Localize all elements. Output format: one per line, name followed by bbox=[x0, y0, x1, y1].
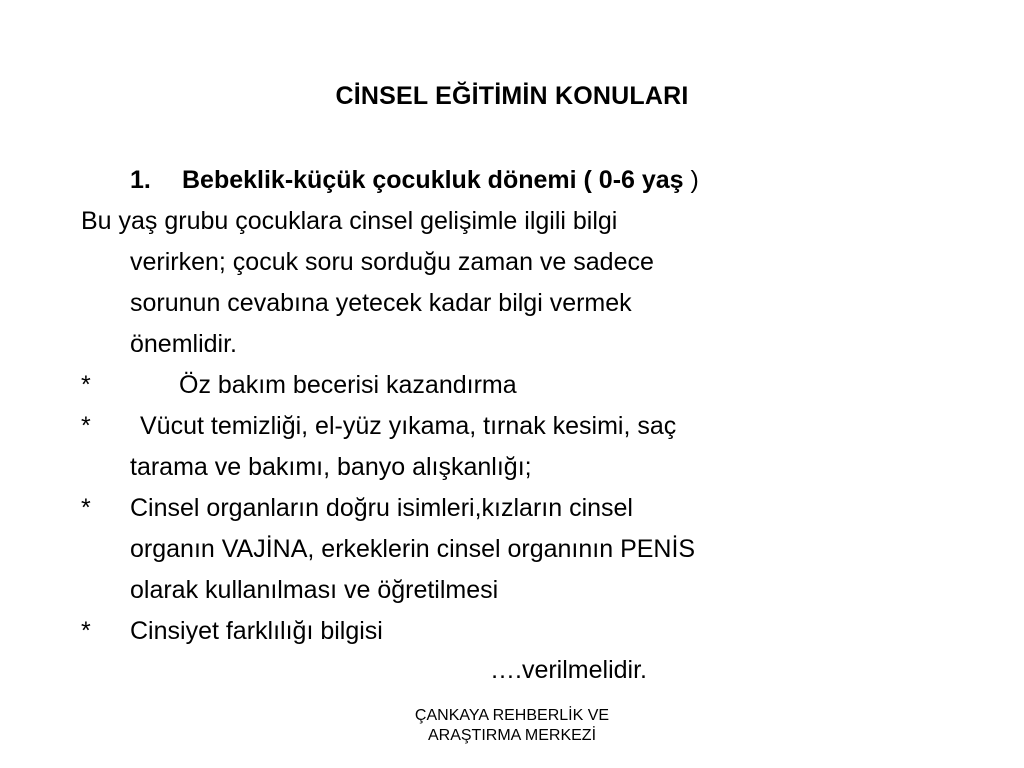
bullet-item bbox=[81, 488, 941, 611]
footer bbox=[0, 706, 1024, 746]
bullet-text: Öz bakım becerisi kazandırma bbox=[179, 371, 517, 399]
bullet-text: organın VAJİNA, erkeklerin cinsel organının PENİS bbox=[130, 535, 696, 563]
bullet-list bbox=[81, 365, 941, 652]
bullet-marker: * bbox=[81, 371, 91, 399]
intro-paragraph bbox=[81, 201, 911, 365]
bullet-text: Vücut temizliği, el-yüz yıkama, tırnak kesimi, saç bbox=[140, 412, 677, 440]
bullet-item bbox=[81, 365, 941, 406]
bullet-text: tarama ve bakımı, banyo alışkanlığı; bbox=[130, 453, 532, 481]
intro-line: önemlidir. bbox=[130, 330, 237, 358]
closing-text: ….verilmelidir. bbox=[490, 656, 647, 684]
footer-line: ÇANKAYA REHBERLİK VE bbox=[414, 707, 610, 724]
intro-line: Bu yaş grubu çocuklara cinsel gelişimle ilgili bilgi bbox=[81, 207, 618, 235]
bullet-item bbox=[81, 406, 941, 488]
bullet-item bbox=[81, 611, 941, 652]
bullet-marker: * bbox=[81, 412, 91, 440]
footer-line: ARAŞTIRMA MERKEZİ bbox=[427, 727, 597, 744]
bullet-marker: * bbox=[81, 617, 91, 645]
slide-title: CİNSEL EĞİTİMİN KONULARI bbox=[335, 82, 689, 110]
bullet-text: Cinsel organların doğru isimleri,kızların cinsel bbox=[130, 494, 633, 522]
bullet-marker: * bbox=[81, 494, 91, 522]
bullet-text: olarak kullanılması ve öğretilmesi bbox=[130, 576, 499, 604]
intro-line: verirken; çocuk soru sorduğu zaman ve sadece bbox=[130, 248, 654, 276]
heading-text: Bebeklik-küçük çocukluk dönemi ( 0-6 yaş bbox=[182, 166, 684, 194]
numbered-heading bbox=[130, 162, 699, 198]
heading-tail: ) bbox=[683, 166, 699, 194]
bullet-text: Cinsiyet farklılığı bilgisi bbox=[130, 617, 383, 645]
heading-number: 1. bbox=[130, 166, 151, 194]
intro-line: sorunun cevabına yetecek kadar bilgi vermek bbox=[130, 289, 632, 317]
